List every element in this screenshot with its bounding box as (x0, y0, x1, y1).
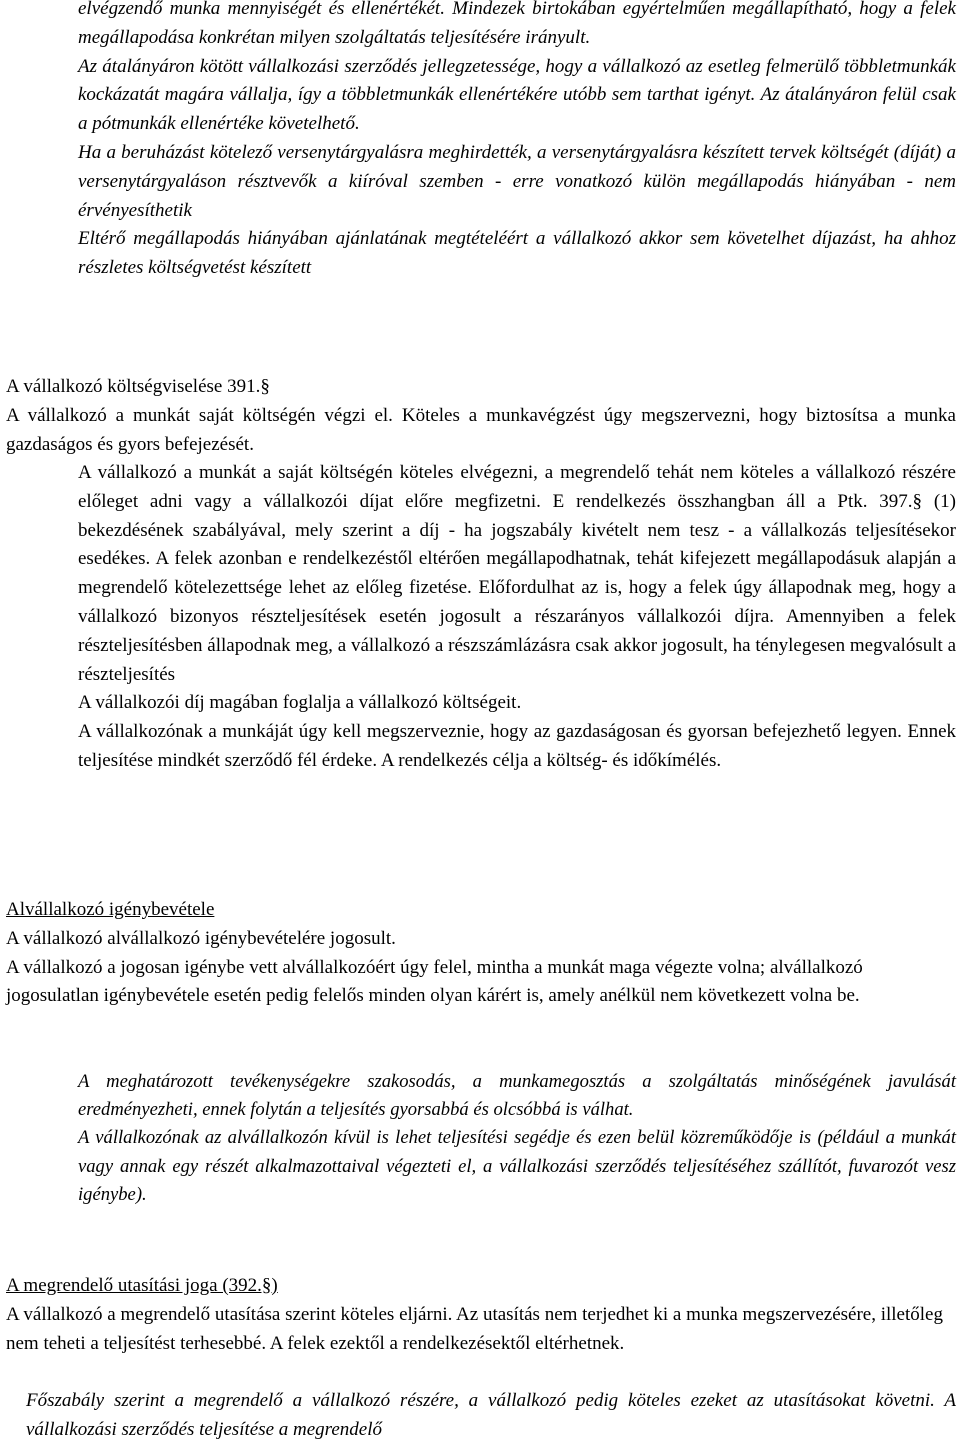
paragraph-subcontractor-liability: A vállalkozó a jogosan igénybe vett alvállalkozóért úgy felel, mintha a munkát maga végezte volna; alvállalkozó jogosulatlan igénybevétele esetén pedig felelős minden olyan kárért is, amely anélkül nem következett volna be. (6, 956, 863, 1007)
section-heading-cost: A vállalkozó költségviselése 391.§ (6, 376, 270, 397)
section-instructions (6, 1272, 956, 1358)
section-subcontractor-commentary (78, 1068, 956, 1209)
paragraph-lump-sum: Az átalányáron kötött vállalkozási szerződés jellegzetessége, hogy a vállalkozó az esetleg felmerülő többletmunkák kockázatát magára vállalja, így a többletmunkák ellenértékére utóbb sem tarthat igényt. Az átalányáron felül csak a pótmunkák ellenértéke követelhető. (78, 55, 956, 135)
paragraph-economical-work: A vállalkozónak a munkáját úgy kell megszerveznie, hogy az gazdaságosan és gyorsan befejezhető legyen. Ennek teljesítése mindkét szerződő fél érdeke. A rendelkezés célja a költség- és időkímélés. (78, 721, 956, 771)
top-italic-block (78, 0, 956, 283)
paragraph-tender: Ha a beruházást kötelező versenytárgyalásra meghirdették, a versenytárgyalásra készített tervek költségét (díját) a versenytárgyaláson résztvevők a kiíróval szemben - erre vonatkozó külön megállapodás hiányában - nem érvényesíthetik (78, 141, 956, 221)
heading-instructions-text: A megrendelő utasítási joga (392.§) (6, 1275, 278, 1296)
paragraph-main-rule: Főszabály szerint a megrendelő a vállalkozó részére, a vállalkozó pedig köteles ezeket az utasításokat követni. A vállalkozási szerződés teljesítése a megrendelő (26, 1390, 956, 1440)
paragraph-advance-payment: A vállalkozó a munkát a saját költségén köteles elvégezni, a megrendelő tehát nem köteles a vállalkozó részére előleget adni vagy a vállalkozói díjat előre megfizetni. E rendelkezés összhangban áll a Ptk. 397.§ (1) bekezdésének szabályával, mely szerint a díj - ha jogszabály kivételt nem tesz - a vállalkozás teljesítésekor esedékes. A felek azonban e rendelkezéstől eltérően megállapodhatnak, tehát kifejezett megállapodásuk alapján a megrendelő kötelezettsége lehet az előleg fizetése. Előfordulhat az is, hogy a felek úgy állapodnak meg, hogy a vállalkozó bizonyos részteljesítések esetén jogosult a részarányos vállalkozói díjra. Amennyiben a felek részteljesítésben állapodnak meg, a vállalkozó a részszámlázásra csak akkor jogosult, ha ténylegesen megvalósult a részteljesítés (78, 462, 956, 685)
paragraph-work-quantity: elvégzendő munka mennyiségét és ellenértékét. Mindezek birtokában egyértelműen megállapítható, hogy a felek megállapodása konkrétan milyen szolgáltatás teljesítésére irányult. (78, 0, 956, 48)
paragraph-performance-assistant: A vállalkozónak az alvállalkozón kívül is lehet teljesítési segédje és ezen belül közreműködője is (például a munkát vagy annak egy részét alkalmazottaival végezteti el, a vállalkozási szerződés teljesítéséhez szállítót, fuvarozót vesz igénybe). (78, 1127, 956, 1205)
paragraph-own-cost: A vállalkozó a munkát saját költségén végzi el. Köteles a munkavégzést úgy megszervezni, hogy biztosítsa a munka gazdaságos és gyors befejezését. (6, 404, 956, 455)
section-cost-bearing (6, 373, 956, 459)
section-subcontractor (6, 896, 956, 1011)
paragraph-offer-fee: Eltérő megállapodás hiányában ajánlatának megtételéért a vállalkozó akkor sem követelhet díjazást, ha ahhoz részletes költségvetést készített (78, 228, 956, 279)
paragraph-follow-instructions: A vállalkozó a megrendelő utasítása szerint köteles eljárni. Az utasítás nem terjedhet ki a munka megszervezésére, illetőleg nem teheti a teljesítést terhesebbé. A felek ezektől a rendelkezésektől eltérhetnek. (6, 1303, 943, 1354)
paragraph-subcontractor-right: A vállalkozó alvállalkozó igénybevételére jogosult. (6, 927, 396, 949)
section-heading-instructions (6, 1272, 956, 1301)
paragraph-fee-includes-costs: A vállalkozói díj magában foglalja a vállalkozó költségeit. (78, 692, 522, 714)
paragraph-specialization: A meghatározott tevékenységekre szakosodás, a munkamegosztás a szolgáltatás minőségének javulását eredményezheti, ennek folytán a teljesítés gyorsabbá és olcsóbbá is válhat. (78, 1071, 956, 1121)
heading-subcontractor-text: Alvállalkozó igénybevétele (6, 899, 215, 920)
section-heading-subcontractor (6, 896, 956, 925)
section-instructions-commentary (26, 1387, 956, 1445)
section-cost-commentary (78, 459, 956, 776)
